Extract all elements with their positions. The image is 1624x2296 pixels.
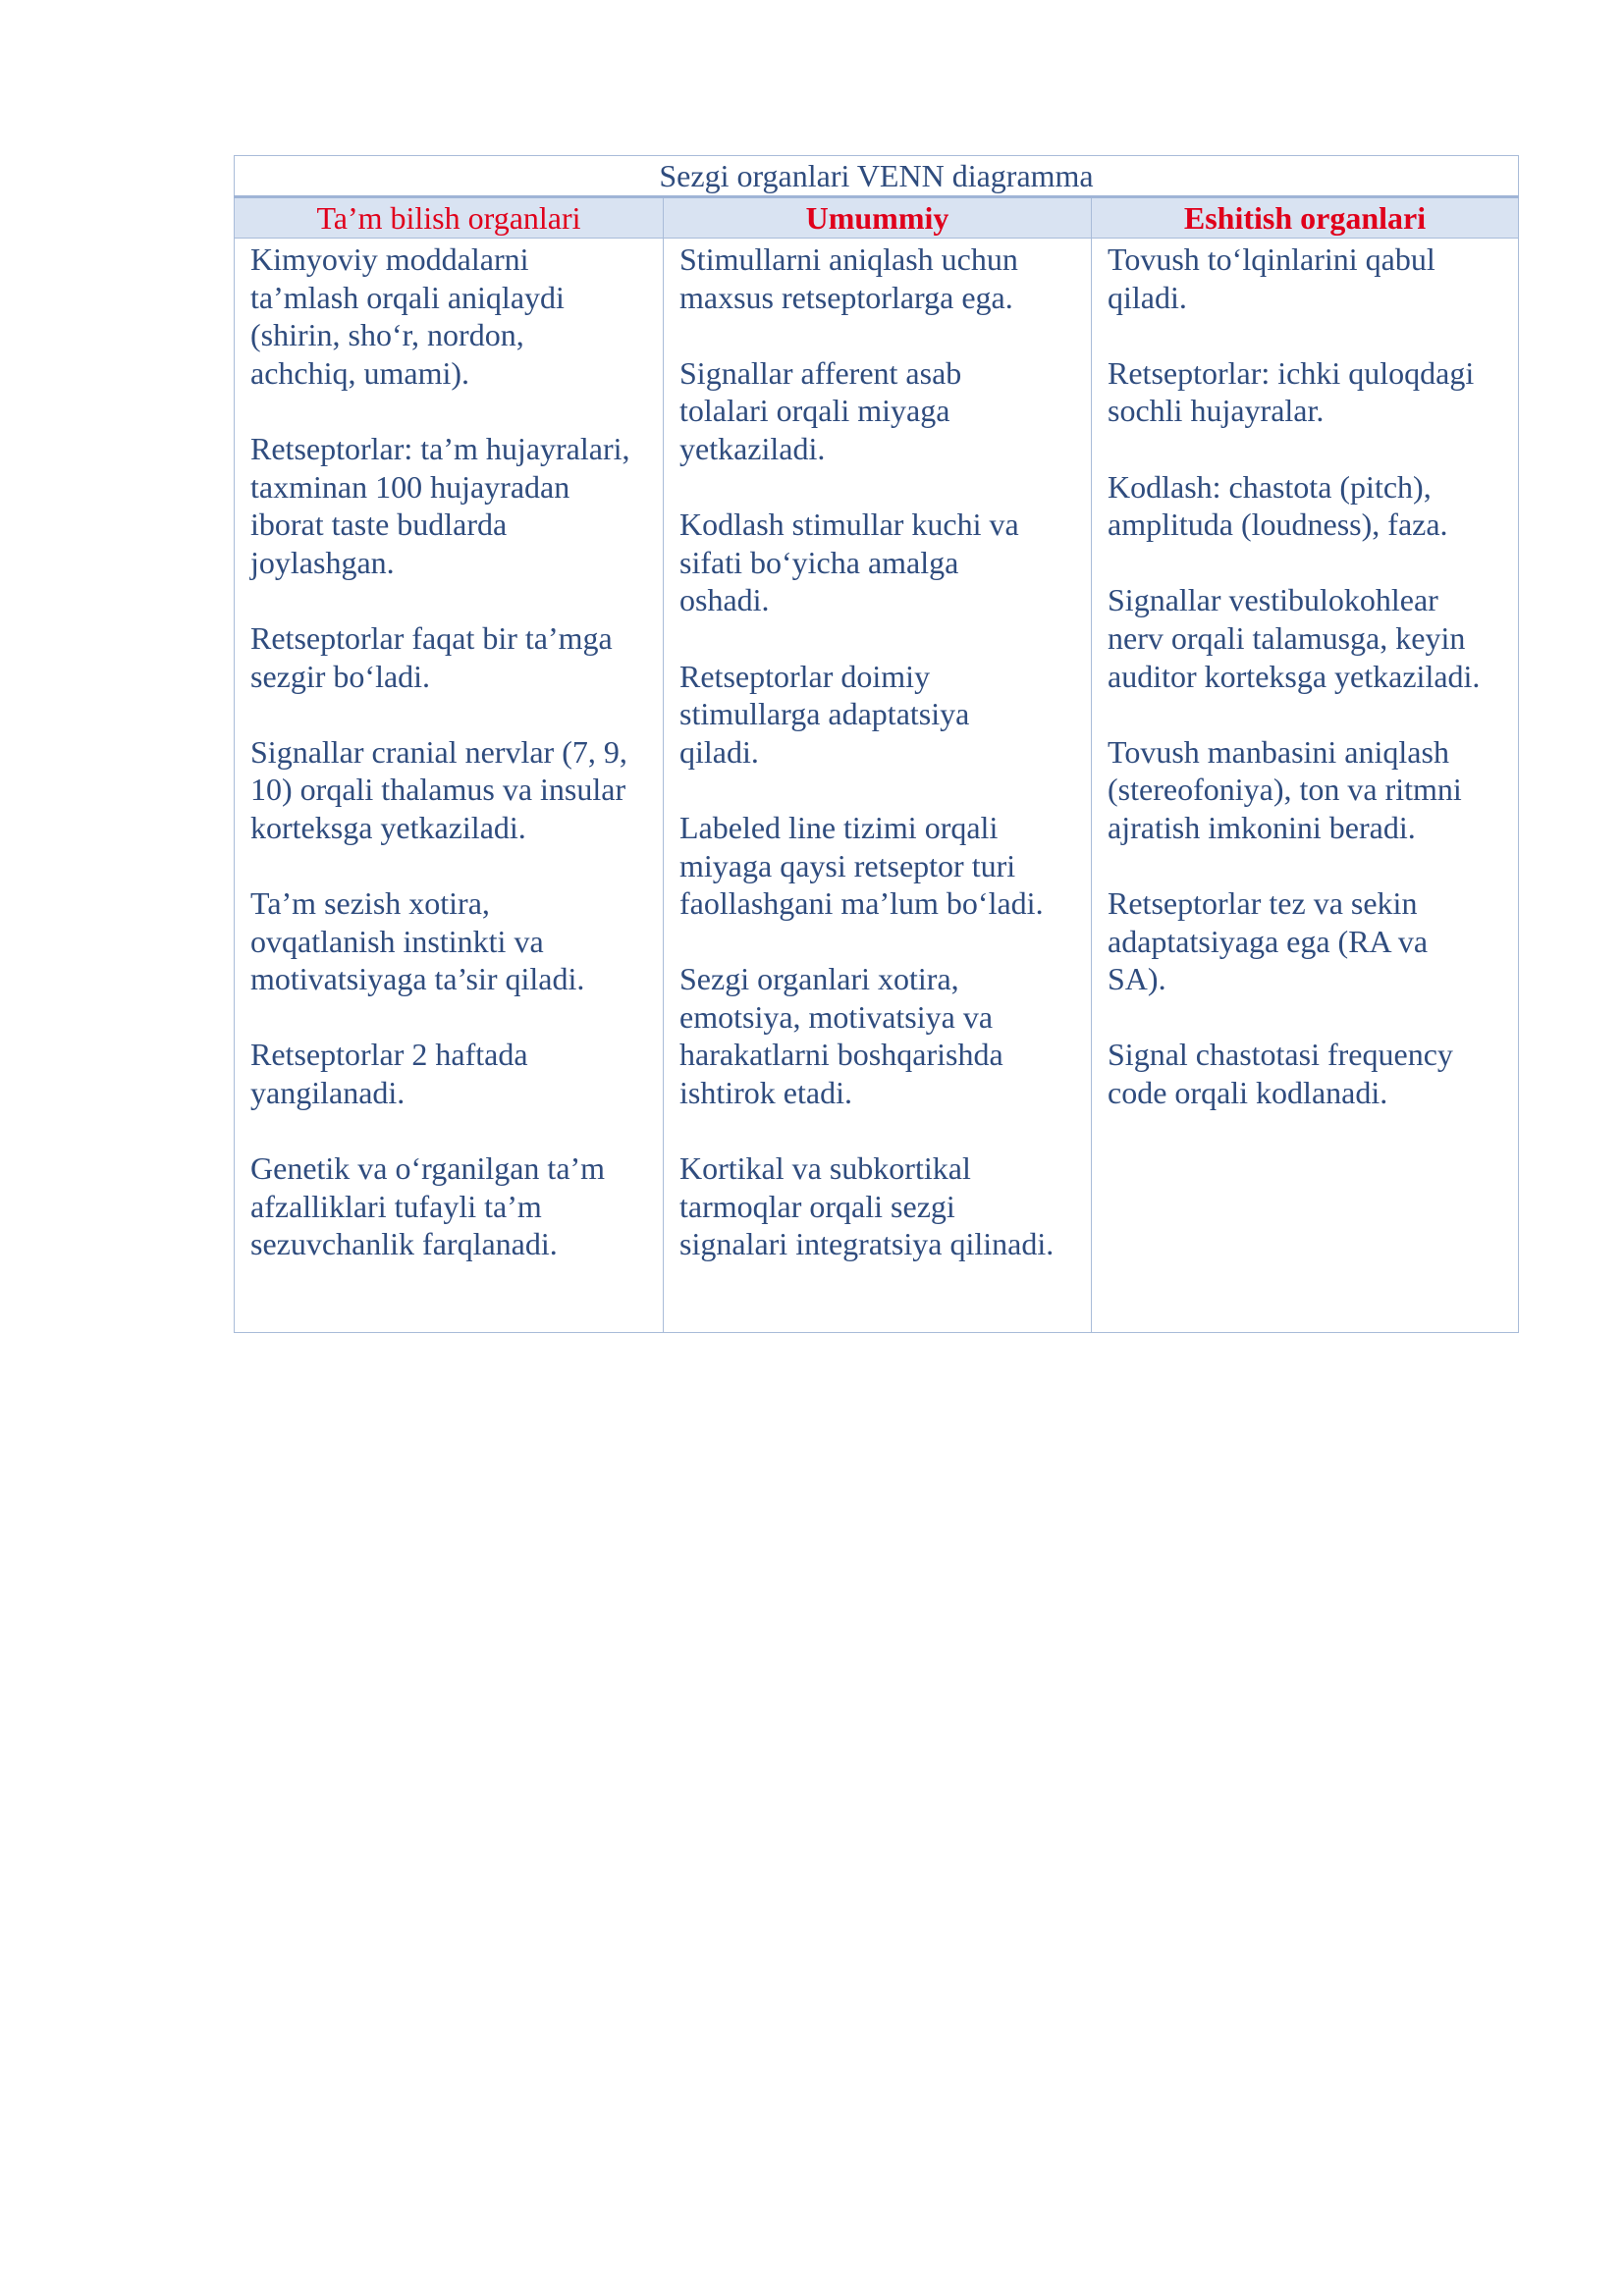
paragraph [1108,581,1502,695]
text-line: Tovush to‘lqinlarini qabul [1108,241,1435,277]
text-line: 10) orqali thalamus va insular [250,772,626,808]
paragraph [679,1149,1075,1263]
paragraph [679,809,1075,923]
text-line: afzalliklari tufayli ta’m [250,1188,542,1224]
paragraph [679,240,1075,316]
paragraph [250,240,647,392]
paragraph [250,430,647,581]
text-line: sezgir bo‘ladi. [250,658,431,694]
text-line: Ta’m sezish xotira, [250,885,490,922]
paragraph [679,354,1075,468]
text-line: motivatsiyaga ta’sir qiladi. [250,961,585,997]
text-line: ishtirok etadi. [679,1075,852,1111]
paragraph [1108,1036,1502,1111]
paragraph [1108,354,1502,430]
column-common [664,239,1092,1333]
text-line: Kimyoviy moddalarni [250,241,529,277]
text-line: Tovush manbasini aniqlash [1108,733,1449,770]
text-line: nerv orqali talamusga, keyin [1108,619,1466,656]
column-taste [235,239,664,1333]
header-taste-organs: Ta’m bilish organlari [235,197,664,239]
paragraph [250,1036,647,1111]
paragraph [1108,468,1502,544]
text-line: Retseptorlar doimiy [679,658,931,694]
text-line: auditor korteksga yetkaziladi. [1108,658,1481,694]
text-line: stimullarga adaptatsiya [679,696,970,732]
text-line: Genetik va o‘rganilgan ta’m [250,1150,606,1187]
paragraph [250,1149,647,1263]
text-line: Retseptorlar: ichki quloqdagi [1108,354,1475,391]
text-line: Signallar vestibulokohlear [1108,582,1438,618]
text-line: tolalari orqali miyaga [679,393,950,429]
text-line: Stimullarni aniqlash uchun [679,241,1018,277]
venn-table [234,155,1519,1333]
text-line: yetkaziladi. [679,430,826,466]
text-line: ta’mlash orqali aniqlaydi [250,279,565,315]
text-line: sifati bo‘yicha amalga [679,544,959,580]
text-line: (stereofoniya), ton va ritmni [1108,772,1462,808]
text-line: signalari integratsiya qilinadi. [679,1226,1055,1262]
text-line: ovqatlanish instinkti va [250,923,544,959]
text-line: Kodlash stimullar kuchi va [679,507,1019,543]
text-line: Labeled line tizimi orqali [679,809,999,845]
text-line: SA). [1108,961,1166,997]
header-common: Umummiy [664,197,1092,239]
text-line: faollashgani ma’lum bo‘ladi. [679,885,1044,922]
text-line: Signallar afferent asab [679,354,962,391]
paragraph [679,960,1075,1111]
text-line: emotsiya, motivatsiya va [679,998,994,1035]
text-line: korteksga yetkaziladi. [250,809,526,845]
text-line: sochli hujayralar. [1108,393,1325,429]
text-line: taxminan 100 hujayradan [250,468,570,505]
text-line: ajratish imkonini beradi. [1108,809,1416,845]
text-line: miyaga qaysi retseptor turi [679,847,1016,883]
paragraph [1108,733,1502,847]
text-line: yangilanadi. [250,1075,406,1111]
paragraph [679,506,1075,619]
paragraph [679,658,1075,772]
paragraph [1108,240,1502,316]
text-line: Retseptorlar: ta’m hujayralari, [250,430,630,466]
header-hearing-organs: Eshitish organlari [1092,197,1519,239]
text-line: harakatlarni boshqarishda [679,1037,1003,1073]
text-line: joylashgan. [250,544,395,580]
text-line: amplituda (loudness), faza. [1108,507,1448,543]
text-line: qiladi. [1108,279,1187,315]
table-title: Sezgi organlari VENN diagramma [235,156,1519,197]
text-line: (shirin, sho‘r, nordon, [250,317,524,353]
text-line: Retseptorlar 2 haftada [250,1037,528,1073]
text-line: Signallar cranial nervlar (7, 9, [250,733,627,770]
text-line: Signal chastotasi frequency [1108,1037,1453,1073]
paragraph [1108,884,1502,998]
text-line: code orqali kodlanadi. [1108,1075,1388,1111]
text-line: sezuvchanlik farqlanadi. [250,1226,558,1262]
paragraph [250,733,647,847]
text-line: Sezgi organlari xotira, [679,961,959,997]
text-line: qiladi. [679,733,759,770]
paragraph [250,884,647,998]
text-line: tarmoqlar orqali sezgi [679,1188,955,1224]
text-line: achchiq, umami). [250,354,470,391]
text-line: oshadi. [679,582,770,618]
column-hearing [1092,239,1519,1333]
text-line: adaptatsiyaga ega (RA va [1108,923,1429,959]
text-line: maxsus retseptorlarga ega. [679,279,1013,315]
text-line: iborat taste budlarda [250,507,508,543]
text-line: Kortikal va subkortikal [679,1150,971,1187]
text-line: Kodlash: chastota (pitch), [1108,468,1432,505]
text-line: Retseptorlar tez va sekin [1108,885,1418,922]
paragraph [250,619,647,695]
text-line: Retseptorlar faqat bir ta’mga [250,619,613,656]
